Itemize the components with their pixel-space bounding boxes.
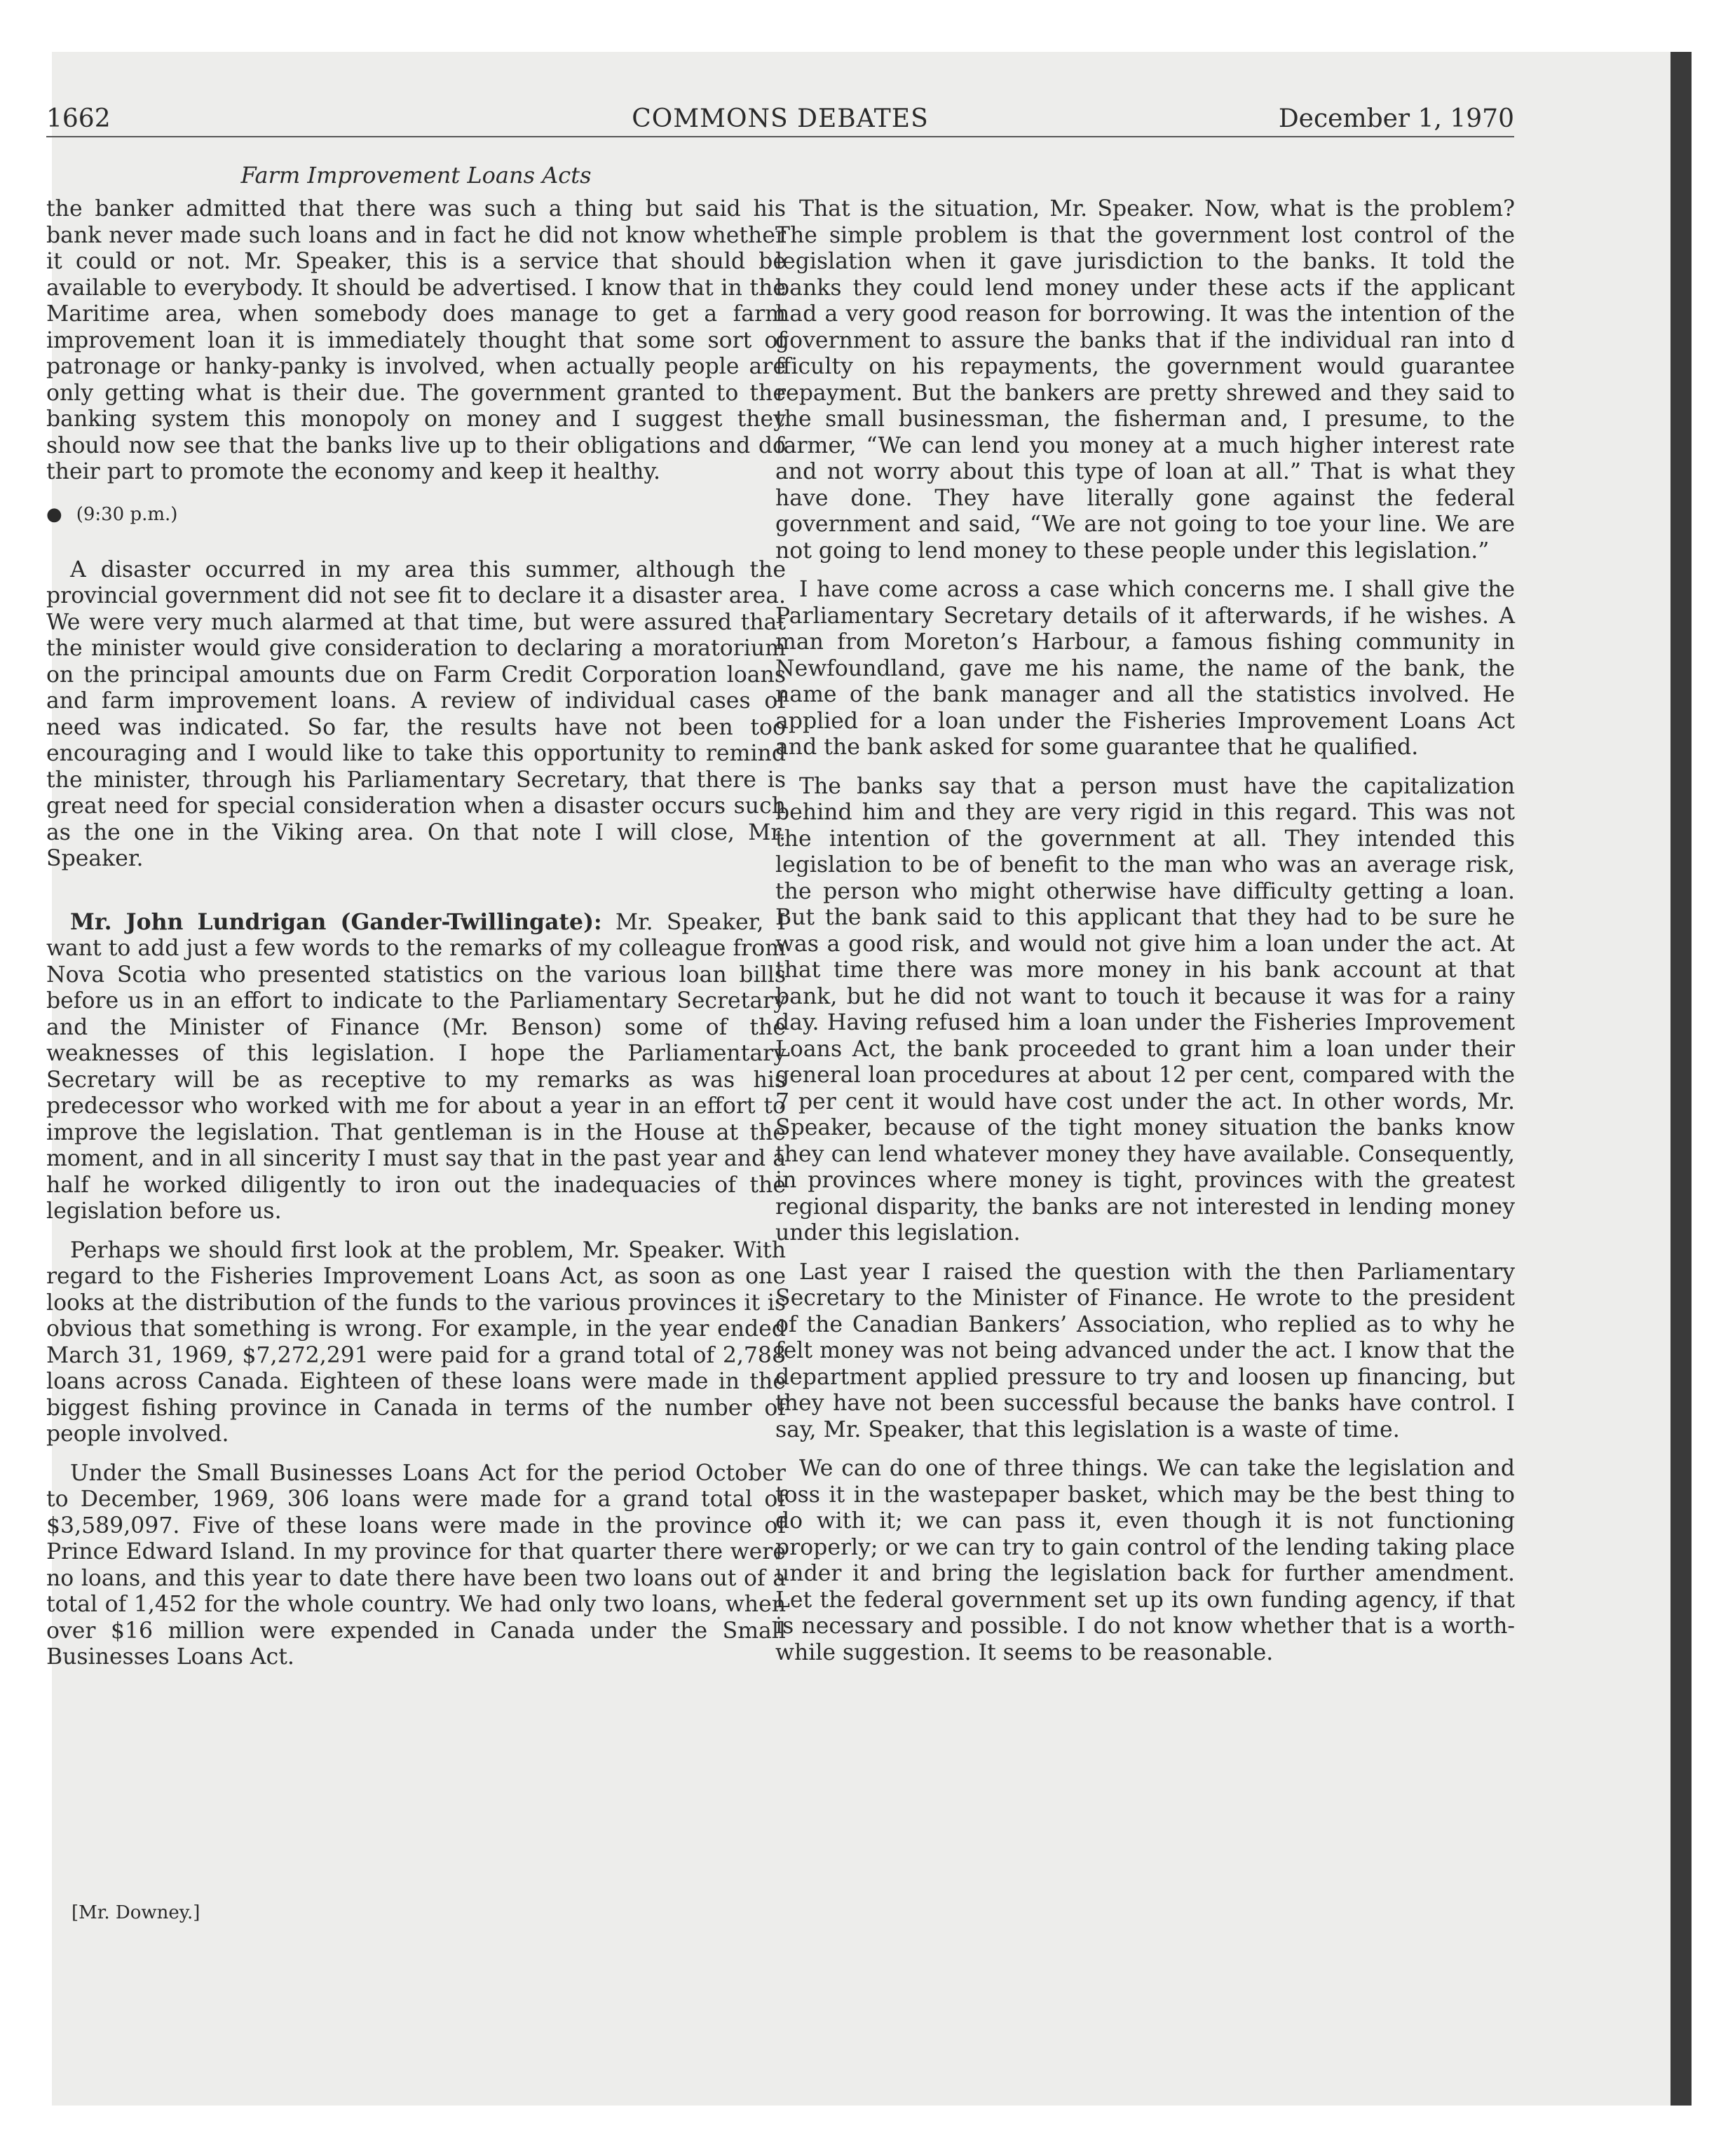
time-stamp: (9:30 p.m.) (76, 503, 178, 525)
spacer (46, 885, 786, 909)
bullet-icon: ● (46, 503, 62, 525)
time-marker (46, 503, 786, 526)
left-column (46, 196, 786, 1684)
paragraph: We can do one of three things. We can take the legislation and toss it in the wastepaper basket, which may be the best thing to do with it; we can pass it, even though it is not functioning properly; or we can try to gain control of the lending taking place under it and bring the legislation back for further amendment. Let the federal government set up its own funding agency, if that is necessary and possible. I do not know whether that is a worth-while suggestion. It seems to be reasonable. (775, 1456, 1515, 1665)
right-column (775, 196, 1515, 1679)
paragraph: A disaster occurred in my area this summer, although the provincial government did not see fit to declare it a disaster area. We were very much alarmed at that time, but were assured that the minister would give consideration to declaring a moratorium on the principal amounts due on Farm Credit Corporation loans and farm improvement loans. A review of individual cases of need was indicated. So far, the results have not been too encouraging and I would like to take this opportunity to remind the minister, through his Parliamentary Secretary, that there is great need for special consideration when a disaster occurs such as the one in the Viking area. On that note I will close, Mr. Speaker. (46, 557, 786, 871)
section-title: Farm Improvement Loans Acts (240, 162, 592, 189)
page-header (46, 104, 1514, 137)
paragraph: the banker admitted that there was such a thing but said his bank never made such loans and in fact he did not know whether it could or not. Mr. Speaker, this is a service that should be available to everybody. It should be advertised. I know that in the Maritime area, when somebody does manage to get a farm improvement loan it is immediately thought that some sort of patronage or hanky-panky is involved, when actually people are only getting what is their due. The government granted to the banking system this monopoly on money and I suggest they should now see that the banks live up to their obligations and do their part to promote the economy and keep it healthy. (46, 196, 786, 484)
paragraph: The banks say that a person must have the capitalization behind him and they are very rigid in this regard. This was not the intention of the government at all. They intended this legislation to be of benefit to the man who was an average risk, the person who might otherwise have difficulty getting a loan. But the bank said to this applicant that they had to be sure he was a good risk, and would not give him a loan under the act. At that time there was more money in his bank account at that bank, but he did not want to touch it because it was for a rainy day. Having refused him a loan under the Fisheries Improvement Loans Act, the bank proceeded to grant him a loan under their general loan procedures at about 12 per cent, compared with the 7 per cent it would have cost under the act. In other words, Mr. Speaker, because of the tight money situation the banks know they can lend whatever money they have available. Consequently, in provinces where money is tight, provinces with the greatest regional disparity, the banks are not interested in lending money under this legislation. (775, 773, 1515, 1246)
debate-date: December 1, 1970 (1278, 104, 1514, 133)
paragraph: Perhaps we should first look at the problem, Mr. Speaker. With regard to the Fisheries Improvement Loans Act, as soon as one looks at the distribution of the funds to the various provinces it is obvious that something is wrong. For example, in the year ended March 31, 1969, $7,272,291 were paid for a grand total of 2,788 loans across Canada. Eighteen of these loans were made in the biggest fishing province in Canada in terms of the number of people involved. (46, 1237, 786, 1447)
speaker-attribution: [Mr. Downey.] (72, 1902, 200, 1923)
page-edge-shadow (1671, 52, 1692, 2106)
speech-text: Mr. Speaker, I want to add just a few words to the remarks of my colleague from Nova Scotia who presented statistics on the various loan bills before us in an effort to indicate to the Parliamentary Secretary and the Minister of Finance (Mr. Benson) some of the weaknesses of this legislation. I hope the Parliamentary Secretary will be as receptive to my remarks as was his predecessor who worked with me for about a year in an effort to improve the legislation. That gentleman is in the House at the moment, and in all sincerity I must say that in the past year and a half he worked diligently to iron out the inadequacies of the legislation before us. (46, 909, 786, 1224)
publication-title: COMMONS DEBATES (632, 104, 929, 133)
speaker-name: Mr. John Lundrigan (Gander-Twillingate): (70, 908, 602, 935)
paragraph: I have come across a case which concerns me. I shall give the Parliamentary Secretary details of it afterwards, if he wishes. A man from Moreton’s Harbour, a famous fishing community in Newfoundland, gave me his name, the name of the bank, the name of the bank manager and all the statistics involved. He applied for a loan under the Fisheries Improvement Loans Act and the bank asked for some guarantee that he qualified. (775, 577, 1515, 760)
paragraph: Under the Small Businesses Loans Act for the period October to December, 1969, 306 loans were made for a grand total of $3,589,097. Five of these loans were made in the province of Prince Edward Island. In my province for that quarter there were no loans, and this year to date there have been two loans out of a total of 1,452 for the whole country. We had only two loans, when over $16 million were expended in Canada under the Small Businesses Loans Act. (46, 1460, 786, 1670)
speaker-paragraph (46, 909, 786, 1225)
paragraph: That is the situation, Mr. Speaker. Now, what is the problem? The simple problem is that the government lost control of the legislation when it gave jurisdiction to the banks. It told the banks they could lend money under these acts if the applicant had a very good reason for borrowing. It was the intention of the government to assure the banks that if the individual ran into d fficulty on his repayments, the government would guarantee repayment. But the bankers are pretty shrewed and they said to the small businessman, the fisherman and, I presume, to the farmer, “We can lend you money at a much higher interest rate and not worry about this type of loan at all.” That is what they have done. They have literally gone against the federal government and said, “We are not going to toe your line. We are not going to lend money to these people under this legislation.” (775, 196, 1515, 564)
page-number: 1662 (46, 104, 111, 133)
paragraph: Last year I raised the question with the then Parliamentary Secretary to the Minister of Finance. He wrote to the president of the Canadian Bankers’ Association, who replied as to why he felt money was not being advanced under the act. I know that the department applied pressure to try and loosen up financing, but they have not been successful because the banks have control. I say, Mr. Speaker, that this legislation is a waste of time. (775, 1259, 1515, 1442)
